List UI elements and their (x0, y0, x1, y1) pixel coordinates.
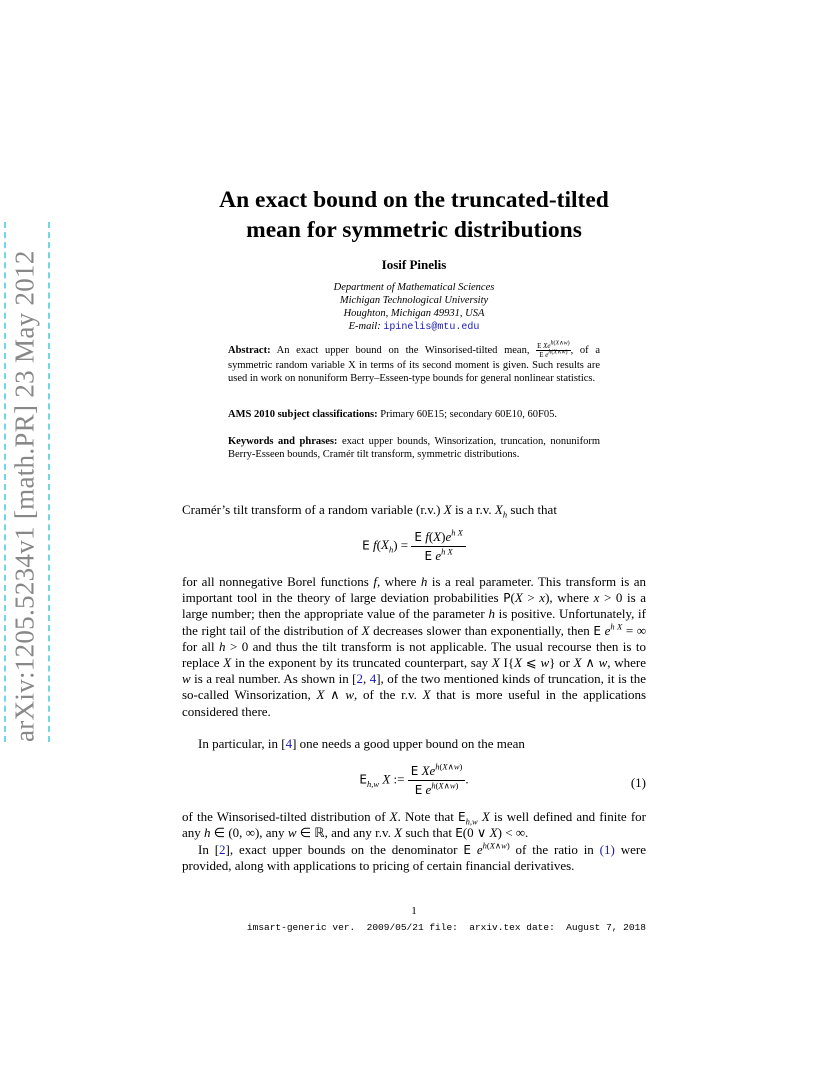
paragraph-1: Cramér’s tilt transform of a random variable (r.v.) X is a r.v. $X_h$ such that (182, 502, 557, 520)
equation-reference-link[interactable]: (1) (599, 842, 615, 857)
abstract-rest: , of a symmetric random variable X in terms of its second moment is given. Such results are used in work on nonuniform Berry–Esseen-type bounds for general nonlinear statistics. (228, 344, 601, 384)
page-number: 1 (411, 905, 417, 917)
affiliation-email-row (150, 320, 678, 334)
equation-1: $E_{h,w}$ X := $\frac{E Xe^{h(X\wedge w)}}{E e^{h(X\wedge w)}}$ . (1) (359, 761, 646, 797)
equation-number: (1) (630, 775, 646, 790)
equation-tilt-transform: E $f(X_h)$ = $\frac{E f(X)e^{h X}}{E e^{h X}}$ (182, 529, 646, 564)
title-line-1: An exact bound on the truncated-tilted (219, 187, 609, 213)
affiliation (150, 281, 678, 334)
citation-link[interactable]: 2 (219, 842, 226, 857)
keywords-text: exact upper bounds, Winsorization, truncation, nonuniform Berry-Esseen bounds, Cramér tilt transform, symmetric distributions. (228, 436, 600, 460)
author-name: Iosif Pinelis (381, 257, 447, 272)
ams-classification (228, 408, 600, 421)
abstract-ratio-formula: $\frac{E Xe^{h(X\wedge w)}}{E e^{h(X\wedge w)}}$ (537, 340, 570, 359)
email-link[interactable]: ipinelis@mtu.edu (383, 322, 480, 333)
paragraph-4: of the Winsorised-tilted distribution of X. Note that $E_{h,w}$ X is well defined and finite for any h ∈ (0, ∞), any w ∈ ℝ, and any r.v. X such that E(0 ∨ X) < ∞. (182, 809, 646, 841)
affiliation-city: Houghton, Michigan 49931, USA (343, 308, 485, 319)
page-footer: imsart-generic ver. 2009/05/21 file: arxiv.tex date: August 7, 2018 (246, 922, 646, 933)
title-line-2: mean for symmetric distributions (246, 217, 582, 243)
arxiv-identifier[interactable]: arXiv:1205.5234v1 [math.PR] 23 May 2012 (9, 250, 40, 742)
abstract (228, 342, 600, 385)
paper-title (150, 185, 678, 245)
abstract-lead: An exact upper bound on the Winsorised-tilted mean, (276, 344, 530, 356)
email-label: E-mail: (348, 321, 381, 332)
affiliation-univ: Michigan Technological University (339, 295, 489, 306)
ams-label: AMS 2010 subject classifications: (228, 409, 378, 420)
affiliation-dept: Department of Mathematical Sciences (333, 282, 495, 293)
abstract-label: Abstract: (228, 344, 271, 356)
citation-link[interactable]: 2 (356, 671, 363, 687)
paragraph-3: In particular, in [4] one needs a good upper bound on the mean (198, 736, 525, 751)
paragraph-2: for all nonnegative Borel functions f, where h is a real parameter. This transform is an important tool in the theory of large deviation probabilities P(X > x), where x > 0 is a large number; then the appropriate value of the parameter h is positive. Unfortunately, if the right tail of the distribution of X decreases slower than exponentially, then E $e^{h X}$ = ∞ for all h > 0 and thus the tilt transform is not applicable. The usual recourse then is to replace X in the exponent by its truncated counterpart, say X I{X ⩽ w} or X ∧ w, where w is a real number. As shown in [2, 4], of the two mentioned kinds of truncation, it is the so-called Winsorization, X ∧ w, of the r.v. X that is more useful in the applications considered there. (182, 574, 647, 719)
ams-text: Primary 60E15; secondary 60E10, 60F05. (380, 409, 557, 420)
keywords-label: Keywords and phrases: (228, 436, 338, 447)
paragraph-5: In [2], exact upper bounds on the denominator E $e^{h(X\wedge w)}$ of the ratio in (1) were provided, along with applications to pricing of certain financial derivatives. (182, 840, 646, 874)
citation-link[interactable]: 4 (285, 736, 293, 751)
citation-link[interactable]: 4 (369, 671, 377, 687)
keywords (228, 435, 600, 461)
